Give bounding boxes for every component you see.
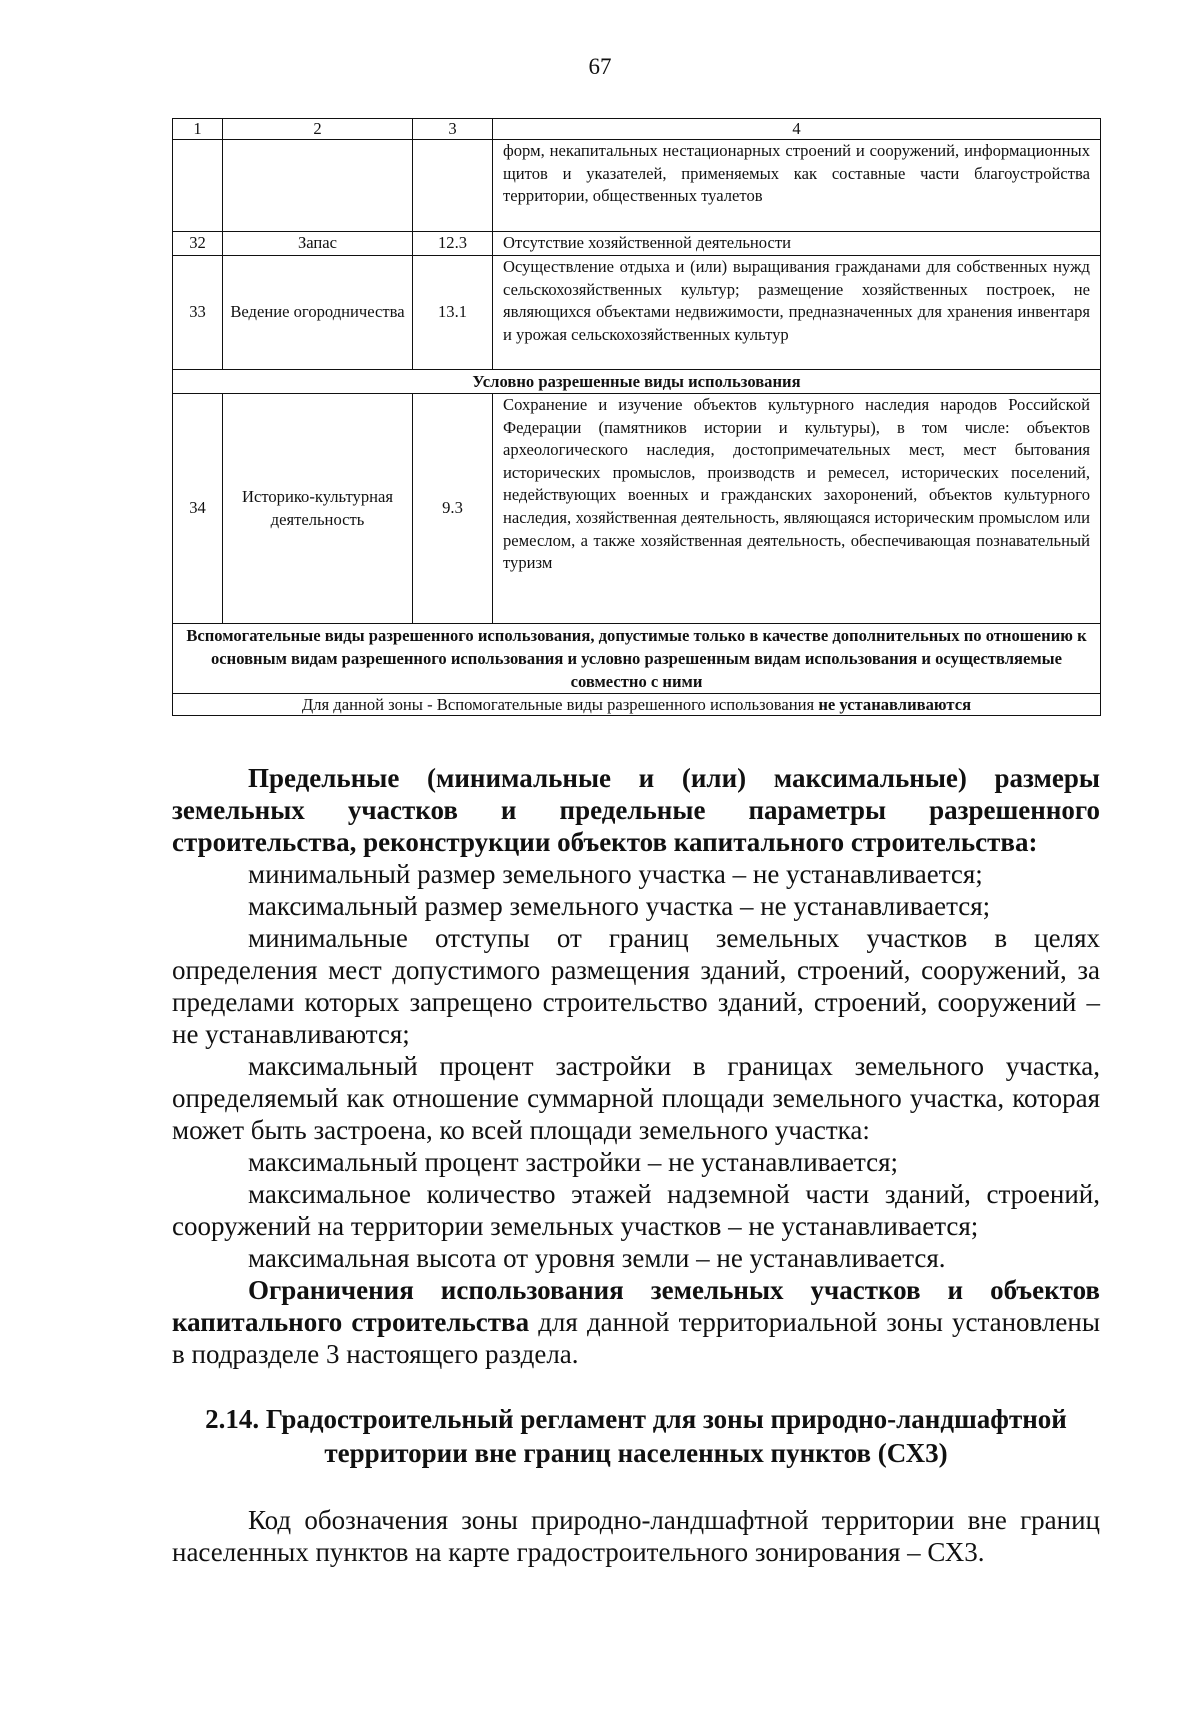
table-cell — [223, 140, 413, 232]
row-name: Ведение огородничества — [223, 256, 413, 370]
note-row — [173, 694, 1101, 716]
row-code: 9.3 — [413, 394, 493, 624]
limit-item: максимальный процент застройки – не устанавливается; — [248, 1147, 899, 1177]
row-description: форм, некапитальных нестационарных строений и сооружений, информационных щитов и указателей, применяемых как составные части благоустройства территории, общественных туалетов — [493, 140, 1101, 232]
row-description: Осуществление отдыха и (или) выращивания гражданами для собственных нужд сельскохозяйственных культур; размещение хозяйственных построек, не являющихся объектами недвижимости, предназначенных для хранения инвентаря и урожая сельскохозяйственных культур — [493, 256, 1101, 370]
limit-item: максимальный процент застройки в границах земельного участка, определяемый как отношение суммарной площади земельного участка, которая может быть застроена, ко всей площади земельного участка: — [172, 1051, 1100, 1145]
table-header-cell: 3 — [413, 119, 493, 140]
note-prefix: Для данной зоны - Вспомогательные виды разрешенного использования — [301, 695, 819, 714]
row-code: 12.3 — [413, 232, 493, 256]
row-description: Сохранение и изучение объектов культурного наследия народов Российской Федерации (памятников истории и культуры), в том числе: объектов археологического наследия, достопримечательных мест, мест бытования исторических промыслов, производств и ремесел, исторических поселений, недействующих военных и гражданских захоронений, объектов культурного наследия, хозяйственная деятельность, являющаяся историческим промыслом или ремеслом, а также хозяйственная деятельность, обеспечивающая познавательный туризм — [493, 394, 1101, 624]
table-row — [173, 394, 1101, 624]
row-number: 34 — [173, 394, 223, 624]
row-number: 32 — [173, 232, 223, 256]
row-description: Отсутствие хозяйственной деятельности — [493, 232, 1101, 256]
limits-heading: Предельные (минимальные и (или) максимальные) размеры земельных участков и предельные параметры разрешенного строительства, реконструкции объектов капитального строительства: — [172, 763, 1100, 857]
section-row — [173, 624, 1101, 694]
restrictions-bold: Ограничения использования земельных участков и объектов капитального строительства — [172, 1275, 1100, 1337]
page-number: 67 — [588, 54, 612, 79]
heading-line: территории вне границ населенных пунктов (СХ3) — [324, 1438, 948, 1468]
row-code: 13.1 — [413, 256, 493, 370]
zone-code-block — [172, 1504, 1100, 1568]
limit-item: минимальные отступы от границ земельных участков в целях определения мест допустимого размещения зданий, строений, сооружений, за пределами которых запрещено строительство зданий, строений, сооружений – не устанавливаются; — [172, 923, 1100, 1049]
table-header-cell: 4 — [493, 119, 1101, 140]
section-title-auxiliary: Вспомогательные виды разрешенного использования, допустимые только в качестве дополнительных по отношению к основным видам разрешенного использования и условно разрешенным видам использования и осуществляемые совместно с ними — [173, 624, 1101, 694]
table-header-cell: 2 — [223, 119, 413, 140]
zone-code-paragraph: Код обозначения зоны природно-ландшафтной территории вне границ населенных пунктов на карте градостроительного зонирования – СХ3. — [172, 1505, 1100, 1567]
note-bold: не устанавливаются — [818, 695, 972, 714]
table-row — [173, 140, 1101, 232]
heading-line: 2.14. Градостроительный регламент для зоны природно-ландшафтной — [205, 1404, 1067, 1434]
table-cell — [173, 140, 223, 232]
table-row — [173, 232, 1101, 256]
table-cell — [413, 140, 493, 232]
table-row — [173, 256, 1101, 370]
limit-item: минимальный размер земельного участка – не устанавливается; — [248, 859, 983, 889]
row-name: Запас — [223, 232, 413, 256]
table-header-row — [173, 119, 1101, 140]
limits-block — [172, 762, 1100, 1370]
section-row — [173, 370, 1101, 394]
land-use-table — [172, 118, 1101, 716]
section-title-conditional: Условно разрешенные виды использования — [173, 370, 1101, 394]
auxiliary-note — [173, 694, 1101, 716]
restrictions-paragraph — [172, 1274, 1100, 1370]
limit-item: максимальное количество этажей надземной части зданий, строений, сооружений на территории земельных участков – не устанавливается; — [172, 1179, 1100, 1241]
section-heading-2-14 — [172, 1402, 1100, 1470]
row-number: 33 — [173, 256, 223, 370]
row-name: Историко-культурная деятельность — [223, 394, 413, 624]
restrictions-rest: для данной территориальной зоны установлены в подразделе 3 настоящего раздела. — [172, 1307, 1100, 1369]
limit-item: максимальный размер земельного участка – не устанавливается; — [248, 891, 991, 921]
limit-item: максимальная высота от уровня земли – не устанавливается. — [248, 1243, 946, 1273]
table-header-cell: 1 — [173, 119, 223, 140]
